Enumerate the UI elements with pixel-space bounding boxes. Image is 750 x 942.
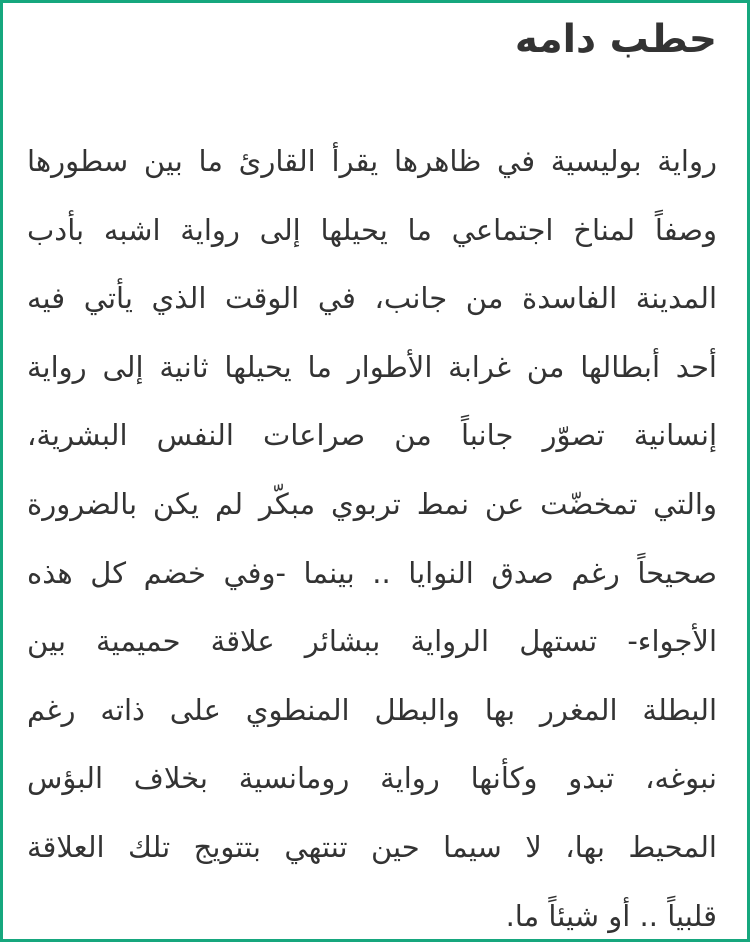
body-line: وصفاً لمناخ اجتماعي ما يحيلها إلى رواية اشبه بأدب — [27, 212, 717, 247]
body-line: والتي تمخضّت عن نمط تربوي مبكّر لم يكن بالضرورة — [27, 486, 717, 521]
body-line: البطلة المغرر بها والبطل المنطوي على ذاته رغم — [27, 692, 717, 727]
body-line: إنسانية تصوّر جانباً من صراعات النفس البشرية، — [27, 418, 717, 453]
body-line: رواية بوليسية في ظاهرها يقرأ القارئ ما بين سطورها — [27, 144, 717, 178]
body-line: قلبياً .. أو شيئاً ما. — [505, 898, 717, 933]
page-title: حطب دامه — [514, 17, 717, 62]
body-line: أحد أبطالها من غرابة الأطوار ما يحيلها ثانية إلى رواية — [27, 349, 717, 384]
article-body — [27, 131, 717, 942]
body-line: المحيط بها، لا سيما حين تنتهي بتتويج تلك العلاقة — [27, 829, 717, 864]
body-line: نبوغه، تبدو وكأنها رواية رومانسية بخلاف البؤس — [27, 761, 717, 796]
body-line: المدينة الفاسدة من جانب، في الوقت الذي يأتي فيه — [27, 281, 717, 316]
body-line: صحيحاً رغم صدق النوايا .. بينما -وفي خضم كل هذه — [27, 555, 717, 590]
body-line: الأجواء- تستهل الرواية ببشائر علاقة حميمية بين — [27, 624, 717, 659]
